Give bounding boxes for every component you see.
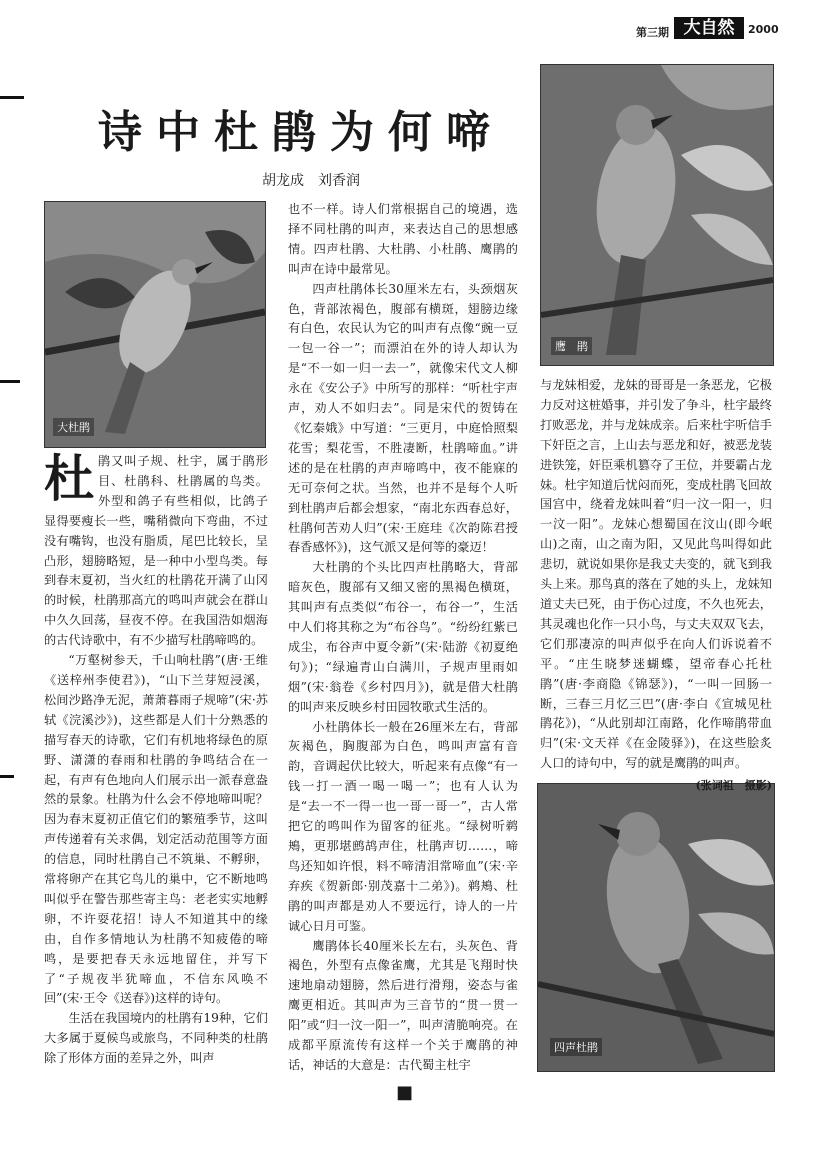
column-1-paragraph-1-text: 鹃又叫子规、杜宇，属于鹃形目、杜鹃科、杜鹃属的鸟类。外型和鸽子有些相似，比鸽子显得要瘦长一些，嘴稍微向下弯曲，不过没有嘴钩，也没有脂质，尾巴比较长，呈凸形，翅膀略短，是一种中小型鸟类。每到春末夏初，当火红的杜鹃花开满了山冈的时候，杜鹃那高亢的鸣叫声就会在群山中久久回荡，昼夜不停。在我国浩如烟海的古代诗歌中，有不少描写杜鹃啼鸣的。 [44, 454, 268, 648]
column-2-paragraph-5: 鹰鹃体长40厘米长左右，头灰色、背褐色，外型有点像雀鹰，尤其是飞翔时快速地扇动翅膀，然后进行滑翔，姿态与雀鹰更相近。其叫声为三音节的“贯一贯一阳”或“归一汶一阳一”，叫声清脆响亮。在成都平原流传有这样一个关于鹰鹃的神话，神话的大意是：古代蜀主杜宇 [288, 938, 518, 1072]
photo-hawk-cuckoo [540, 64, 774, 366]
column-2-paragraph-1: 也不一样。诗人们常根据自己的境遇，选择不同杜鹃的叫声，来表达自己的思想感情。四声杜鹃、大杜鹃、小杜鹃、鹰鹃的叫声在诗中最常见。 [288, 202, 518, 276]
photo-label-big-cuckoo: 大杜鹃 [53, 418, 94, 436]
article-title: 诗中杜鹃为何啼 [98, 107, 504, 158]
header-year: 2000 [748, 23, 779, 36]
footer-marker: ■ [396, 1082, 414, 1103]
photo-label-four-note-cuckoo: 四声杜鹃 [550, 1038, 602, 1056]
column-2-paragraph-2: 四声杜鹃体长30厘米左右，头颈烟灰色，背部浓褐色，腹部有横斑，翅膀边缘有白色，农民认为它的叫声有点像“豌一豆一包一谷一”；而漂泊在外的诗人却认为是“不一如一归一去一”，就像宋代文人柳永在《安公子》中所写的那样：“听杜宇声声，劝人不如归去”。同是宋代的贺铸在《忆秦娥》中写道：“三更月，中庭恰照梨花雪；梨花雪，不胜凄断，杜鹃啼血。”讲述的是在杜鹃的声声啼鸣中，夜不能寐的无可奈何之状。当然，也并不是每个人听到杜鹃声后都会想家，“南北东西春总好，杜鹃何苦劝人归”(宋·王庭珪《次韵陈君授春香感怀》)，这气派又是何等的豪迈！ [288, 281, 518, 555]
article-column-1 [44, 449, 268, 1069]
article-authors: 胡龙成 刘香润 [262, 173, 360, 189]
bird-image-four-note-cuckoo [538, 784, 774, 1071]
margin-mark-2 [0, 380, 20, 383]
column-3-paragraph-1: 与龙妹相爱，龙妹的哥哥是一条恶龙，它极力反对这桩婚事，并引发了争斗，杜宇最终打败恶龙，并与龙妹成亲。后来杜宇听信手下奸臣之言，上山去与恶龙和好，被恶龙装进铁笼，奸臣乘机篡夺了王位，并要霸占龙妹。杜宇知道后忧闷而死，变成杜鹃飞回故国宫中，绕着龙妹叫着“归一汶一阳一，归一汶一阳”。龙妹心想蜀国在汶山(即今岷山)之南，山之南为阳，又见此鸟叫得如此悲切，就说如果你是我丈夫变的，就飞到我头上来。那鸟真的落在了她的头上，龙妹知道丈夫已死，由于伤心过度，不久也死去，其灵魂也化作一只小鸟，与丈夫双双飞去，它们那凄凉的叫声似乎在向人们诉说着不平。“庄生晓梦迷蝴蝶，望帝春心托杜鹃”(唐·李商隐《锦瑟》)，“一叫一回肠一断，三春三月忆三巴”(唐·李白《宣城见杜鹃花》)，“从此别却江南路，化作啼鹃带血归”(宋·文天祥《在金陵驿》)，在这些脍炙人口的诗句中，写的就是鹰鹃的叫声。 [540, 378, 772, 771]
header-magazine: 大自然 [674, 17, 744, 39]
photo-credit: (张词祖 摄影) [695, 779, 772, 793]
bird-image-big-cuckoo [45, 202, 265, 447]
article-column-3 [540, 376, 772, 796]
bird-image-hawk-cuckoo [541, 65, 773, 365]
column-2-paragraph-4: 小杜鹃体长一般在26厘米左右，背部灰褐色，胸腹部为白色，鸣叫声富有音韵，音调起伏比较大，听起来有点像“有一钱一打一酒一喝一喝一”；也有人认为是“去一不一得一也一哥一哥一”，古人常把它的鸣叫作为留客的征兆。“绿树听鹈鴂，更那堪鹧鸪声住，杜鹃声切……，啼鸟还知如许恨，料不啼清泪常啼血”(宋·辛弃疾《贺新郎·别茂嘉十二弟》)。鹈鴂、杜鹃的叫声都是劝人不要远行，诗人的一片诚心日月可鉴。 [288, 719, 518, 933]
margin-mark-1 [0, 96, 24, 99]
header-issue: 第三期 [636, 26, 669, 39]
article-column-2 [288, 200, 518, 1076]
column-1-paragraph-2: “万壑树参天，千山响杜鹃”(唐·王维《送梓州李使君》)，“山下兰芽短浸溪，松间沙路净无泥，萧萧暮雨子规啼”(宋·苏轼《浣溪沙》)，这些都是人们十分熟悉的描写春天的诗歌，它们有机地将绿色的原野、潇潇的春雨和杜鹃的争鸣结合在一起，有声有色地向人们展示出一派春意盎然的景象。杜鹃为什么会不停地啼叫呢？因为春末夏初正值它们的繁殖季节，这叫声传递着有关求偶，划定活动范围等方面的信息，同时杜鹃自己不筑巢、不孵卵，常将卵产在其它鸟儿的巢中，它不断地鸣叫似乎在警告那些寄主鸟：老老实实地孵卵，不许耍花招！诗人不知道其中的缘由，自作多情地认为杜鹃不知疲倦的啼鸣，是要把春天永远地留住，并写下了“子规夜半犹啼血，不信东风唤不回”(宋·王令《送春》)这样的诗句。 [44, 653, 268, 1006]
column-1-paragraph-1 [44, 449, 268, 651]
photo-four-note-cuckoo [537, 783, 775, 1072]
photo-label-hawk-cuckoo: 鹰 鹃 [551, 337, 592, 355]
margin-mark-3 [0, 775, 14, 778]
column-2-paragraph-3: 大杜鹃的个头比四声杜鹃略大，背部暗灰色，腹部有又细又密的黑褐色横斑，其叫声有点类似“布谷一，布谷一”，生活中人们将其称之为“布谷鸟”。“纷纷红紫已成尘，布谷声中夏令新”(宋·陆游《初夏绝句》)；“绿遍青山白满川，子规声里雨如烟”(宋·翁卷《乡村四月》)，就是借大杜鹃的叫声来反映乡村田园牧歌式生活的。 [288, 560, 518, 714]
column-1-paragraph-3: 生活在我国境内的杜鹃有19种，它们大多属于夏候鸟或旅鸟，不同种类的杜鹃除了形体方面的差异之外，叫声 [44, 1011, 268, 1066]
photo-big-cuckoo [44, 201, 266, 448]
dropcap: 杜 [44, 449, 94, 508]
